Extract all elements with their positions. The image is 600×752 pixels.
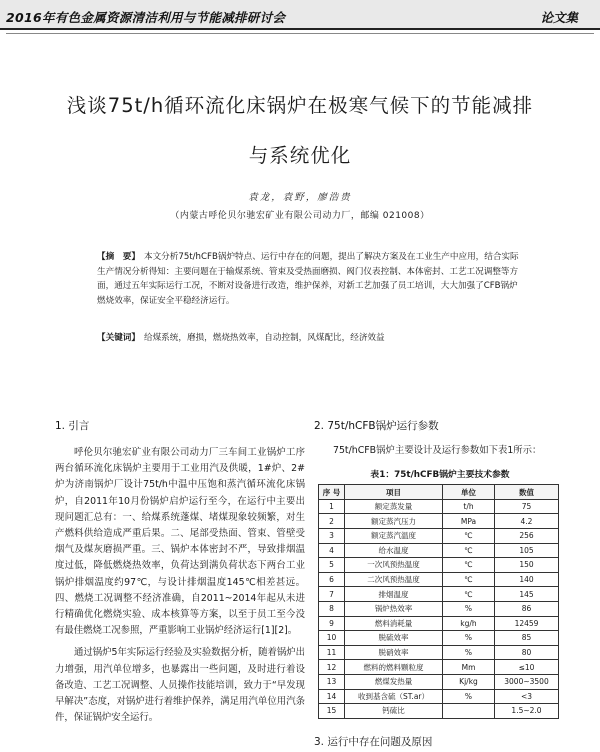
table-cell: 7: [319, 587, 345, 602]
table-cell: 85: [495, 631, 559, 646]
author-affiliation: （内蒙古呼伦贝尔驰宏矿业有限公司动力厂，邮编 021008）: [170, 211, 430, 221]
table-cell: 脱硝效率: [345, 645, 443, 660]
table-cell: 105: [495, 543, 559, 558]
table-cell: 86: [495, 601, 559, 616]
author-list: 袁龙，袁野，廖浩贵: [248, 192, 352, 203]
table-cell: 145: [495, 587, 559, 602]
abstract-label: 【摘 要】: [97, 252, 140, 262]
table-cell: 4: [319, 543, 345, 558]
table-cell: 6: [319, 572, 345, 587]
table-row: [319, 704, 559, 719]
table-cell: 11: [319, 645, 345, 660]
table-cell: MPa: [443, 514, 495, 529]
section-1-paragraph-1: 呼伦贝尔驰宏矿业有限公司动力厂三车间工业锅炉工序两台循环流化床锅炉主要用于工业用汽及供暖，1#炉、2#炉为济南锅炉厂设计75t/h中温中压饱和蒸汽循环流化床锅炉，自2011年10月份锅炉启炉运行至今，在运行中主要出现问题汇总有：一、给煤系统蓬煤、堵煤现象较频繁，对生产燃料供给造成严重后果。二、尾部受热面、管束、管壁受烟气及煤灰磨损严重。三、锅炉本体密封不严，导致排烟温度过低，降低燃烧热效率，负荷达到满负荷状态下两台工业锅炉排烟温度约97℃，与设计排烟温度145℃相差甚远。四、燃烧工况调整不经济准确，自2011~2014年起从未进行精确优化燃烧实验、成本核算等方案，以至于员工至今没有最佳燃烧工况参照，严重影响工业锅炉经济运行[1][2]。: [55, 447, 305, 637]
table-cell: 二次风预热温度: [345, 572, 443, 587]
abstract-text: 本文分析75t/hCFB锅炉特点、运行中存在的问题，提出了解决方案及在工业生产中应用，结合实际生产情况分析得知：主要问题在于输煤系统、管束及受热面磨损、阀门仪表控制、本体密封、工艺工况调整等方面，通过五年实际运行工况，不断对设备进行改造，维护保养，对新工艺加强了员工培训，大大加强了CFB锅炉燃烧效率，保证安全平稳经济运行。: [97, 252, 519, 306]
table-row: [319, 558, 559, 573]
table-row: [319, 616, 559, 631]
table-cell: ℃: [443, 528, 495, 543]
column-header: 单位: [443, 485, 495, 500]
table-cell: %: [443, 689, 495, 704]
table-cell: 5: [319, 558, 345, 573]
table-cell: 燃料消耗量: [345, 616, 443, 631]
running-header: [0, 0, 600, 30]
table-cell: ≤10: [495, 660, 559, 675]
table-row: [319, 514, 559, 529]
keywords-text: 给煤系统，磨损，燃烧热效率，自动控制，风煤配比，经济效益: [143, 333, 385, 343]
table-cell: 额定蒸汽温度: [345, 528, 443, 543]
table-cell: %: [443, 645, 495, 660]
table-cell: %: [443, 601, 495, 616]
table-cell: 8: [319, 601, 345, 616]
abstract: [97, 250, 525, 308]
table-row: [319, 499, 559, 514]
left-column: [55, 418, 305, 726]
section-1-paragraph-2: 通过锅炉5年实际运行经验及实验数据分析，随着锅炉出力增强，用汽单位增多，也暴露出一些问题，及时进行着设备改造、工艺工况调整、人员操作技能培训，致力于“早发现早解决”态度，对锅炉进行着维护保养，满足用汽单位用汽条件，保证锅炉安全运行。: [55, 647, 305, 724]
keywords-label: 【关键词】: [97, 333, 140, 343]
table-row: [319, 528, 559, 543]
table-cell: 10: [319, 631, 345, 646]
table-cell: Mm: [443, 660, 495, 675]
column-header: 数值: [495, 485, 559, 500]
right-column: [314, 418, 566, 719]
table-cell: 收到基含硫（ST.ar）: [345, 689, 443, 704]
table-row: [319, 689, 559, 704]
table-cell: 14: [319, 689, 345, 704]
table-row: [319, 572, 559, 587]
table-cell: Kj/kg: [443, 674, 495, 689]
table-cell: 1: [319, 499, 345, 514]
table-cell: ℃: [443, 558, 495, 573]
table-cell: 2: [319, 514, 345, 529]
table-cell: 脱硫效率: [345, 631, 443, 646]
table-cell: 额定蒸汽压力: [345, 514, 443, 529]
section-name: 论文集: [540, 10, 578, 25]
table-cell: 140: [495, 572, 559, 587]
table-cell: 1.5~2.0: [495, 704, 559, 719]
table-cell: 150: [495, 558, 559, 573]
table-cell: <3: [495, 689, 559, 704]
column-header: 项目: [345, 485, 443, 500]
table-row: [319, 587, 559, 602]
table-cell: 燃煤发热量: [345, 674, 443, 689]
paper-title-line-2: 与系统优化: [248, 144, 352, 167]
keywords: [97, 331, 537, 343]
table-cell: 钙硫比: [345, 704, 443, 719]
table-row: [319, 543, 559, 558]
table-cell: 13: [319, 674, 345, 689]
table-cell: 75: [495, 499, 559, 514]
table-cell: t/h: [443, 499, 495, 514]
table-cell: ℃: [443, 543, 495, 558]
table-1-title: 表1：75t/hCFB锅炉主要技术参数: [370, 470, 510, 481]
table-cell: kg/h: [443, 616, 495, 631]
table-cell: 锅炉热效率: [345, 601, 443, 616]
table-row: [319, 631, 559, 646]
section-2-heading: 2. 75t/hCFB锅炉运行参数: [314, 420, 439, 432]
section-3-heading: 3. 运行中存在问题及原因: [314, 736, 433, 748]
table-cell: 80: [495, 645, 559, 660]
table-row: [319, 674, 559, 689]
table-cell: 燃料的燃料颗粒度: [345, 660, 443, 675]
table-row: [319, 645, 559, 660]
table-body: [319, 499, 559, 718]
table-header-row: [319, 485, 559, 500]
column-header: 序 号: [319, 485, 345, 500]
table-cell: 4.2: [495, 514, 559, 529]
table-cell: ℃: [443, 587, 495, 602]
table-cell: ℃: [443, 572, 495, 587]
table-cell: 给水温度: [345, 543, 443, 558]
table-cell: %: [443, 631, 495, 646]
parameters-table: [318, 484, 559, 719]
table-row: [319, 601, 559, 616]
section-2-intro: 75t/hCFB锅炉主要设计及运行参数如下表1所示：: [333, 445, 542, 456]
table-cell: 9: [319, 616, 345, 631]
table-cell: 一次风预热温度: [345, 558, 443, 573]
table-cell: 3000~3500: [495, 674, 559, 689]
table-cell: 256: [495, 528, 559, 543]
table-cell: 3: [319, 528, 345, 543]
table-cell: 额定蒸发量: [345, 499, 443, 514]
section-1-heading: 1. 引言: [55, 420, 90, 432]
journal-name: 2016年有色金属资源清洁利用与节能减排研讨会: [6, 10, 286, 25]
paper-title-line-1: 浅谈75t/h循环流化床锅炉在极寒气候下的节能减排: [66, 94, 534, 117]
table-cell: [443, 704, 495, 719]
table-cell: 15: [319, 704, 345, 719]
table-row: [319, 660, 559, 675]
table-cell: 12459: [495, 616, 559, 631]
table-cell: 12: [319, 660, 345, 675]
table-cell: 排烟温度: [345, 587, 443, 602]
header-divider: [6, 33, 594, 34]
